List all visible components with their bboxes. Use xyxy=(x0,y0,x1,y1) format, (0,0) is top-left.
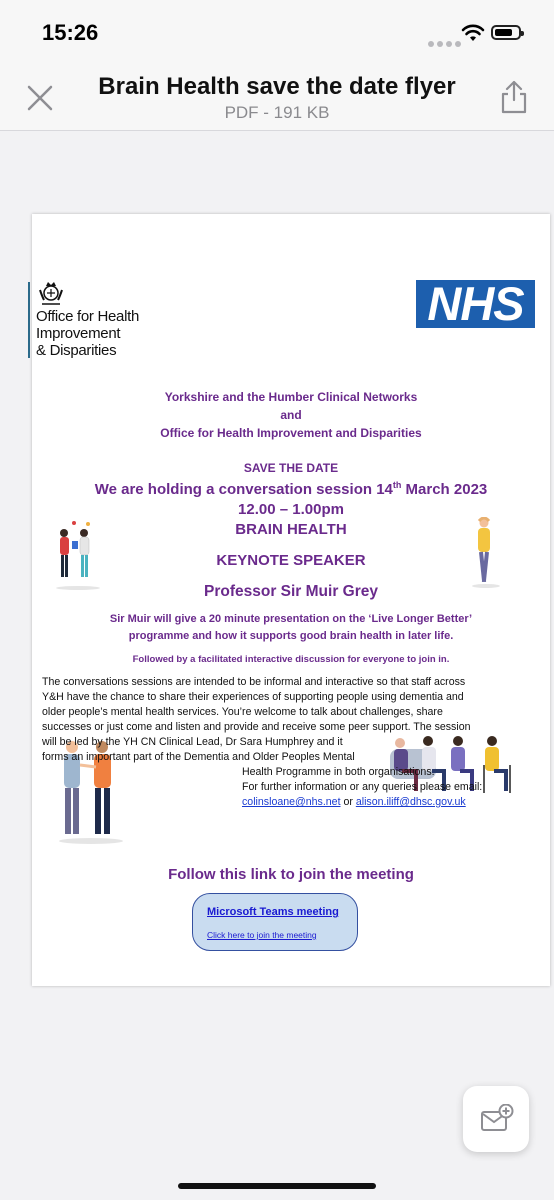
document-subtitle: PDF - 191 KB xyxy=(224,103,330,122)
wifi-icon xyxy=(461,24,485,42)
followed-by-line: Followed by a facilitated interactive discussion for everyone to join in. xyxy=(132,654,450,665)
body-line: The conversations sessions are intended to be informal and interactive so that staff across xyxy=(42,676,466,688)
status-time: 15:26 xyxy=(42,20,99,45)
ohid-logo-text xyxy=(36,308,139,359)
teams-meeting-title[interactable]: Microsoft Teams meeting xyxy=(207,906,339,918)
ohid-divider xyxy=(28,282,30,358)
email-or: or xyxy=(340,796,356,808)
battery-icon xyxy=(491,25,521,40)
nhs-logo: NHS xyxy=(416,280,535,328)
ohid-line-1: Office for Health xyxy=(36,308,140,325)
nav-header xyxy=(0,62,554,131)
signal-dots-icon xyxy=(428,34,464,52)
presentation-line-1: Sir Muir will give a 20 minute presentation on the ‘Live Longer Better’ xyxy=(109,613,473,625)
follow-link-heading: Follow this link to join the meeting xyxy=(168,866,414,883)
email-link-alison[interactable]: alison.iliff@dhsc.gov.uk xyxy=(355,796,466,808)
ohid-line-3: & Disparities xyxy=(36,342,117,359)
session-line xyxy=(32,480,550,498)
email-link-colin[interactable]: colinsloane@nhs.net xyxy=(242,796,341,808)
save-the-date: SAVE THE DATE xyxy=(243,461,339,475)
session-pre: We are holding a conversation session 14 xyxy=(94,481,393,498)
body-line: successes or just come and listen and provide and receive some peer support. The session xyxy=(42,721,471,733)
topic-heading: BRAIN HEALTH xyxy=(235,521,347,538)
pdf-page xyxy=(32,214,550,986)
speaker-name: Professor Sir Muir Grey xyxy=(203,583,378,600)
networks-line-2: Office for Health Improvement and Disparities xyxy=(160,426,422,440)
body-line: older people’s mental health services. You’re welcome to talk about challenges, share xyxy=(42,706,443,718)
presentation-line-2: programme and how it supports good brain health in later life. xyxy=(128,630,454,642)
body-line: For further information or any queries please email: xyxy=(242,781,483,793)
people-talking-illustration xyxy=(52,521,104,591)
session-time: 12.00 – 1.00pm xyxy=(238,501,344,518)
body-paragraph xyxy=(42,675,538,810)
keynote-label: KEYNOTE SPEAKER xyxy=(216,552,366,569)
compose-mail-icon xyxy=(480,1104,514,1134)
person-thinking-illustration xyxy=(468,517,506,589)
networks-and: and xyxy=(280,408,302,422)
session-sup: th xyxy=(392,480,402,490)
body-line: Health Programme in both organisations. xyxy=(242,766,435,778)
compose-button[interactable] xyxy=(463,1086,529,1152)
document-title: Brain Health save the date flyer xyxy=(98,73,456,100)
home-indicator[interactable] xyxy=(178,1183,376,1189)
body-line: will be led by the YH CN Clinical Lead, Dr Sara Humphrey and it xyxy=(42,736,343,748)
networks-line-1: Yorkshire and the Humber Clinical Networks xyxy=(164,390,418,404)
session-post: March 2023 xyxy=(401,481,488,498)
body-line: forms an important part of the Dementia and Older Peoples Mental xyxy=(42,751,355,763)
ohid-line-2: Improvement xyxy=(36,325,121,342)
status-bar xyxy=(0,0,554,62)
teams-meeting-button[interactable] xyxy=(192,893,358,951)
body-line: Y&H have the chance to share their experiences of supporting people using dementia and xyxy=(42,691,464,703)
teams-join-link[interactable]: Click here to join the meeting xyxy=(207,930,317,940)
email-line xyxy=(42,795,538,810)
share-icon[interactable] xyxy=(498,80,530,114)
royal-crest-icon xyxy=(37,280,65,306)
